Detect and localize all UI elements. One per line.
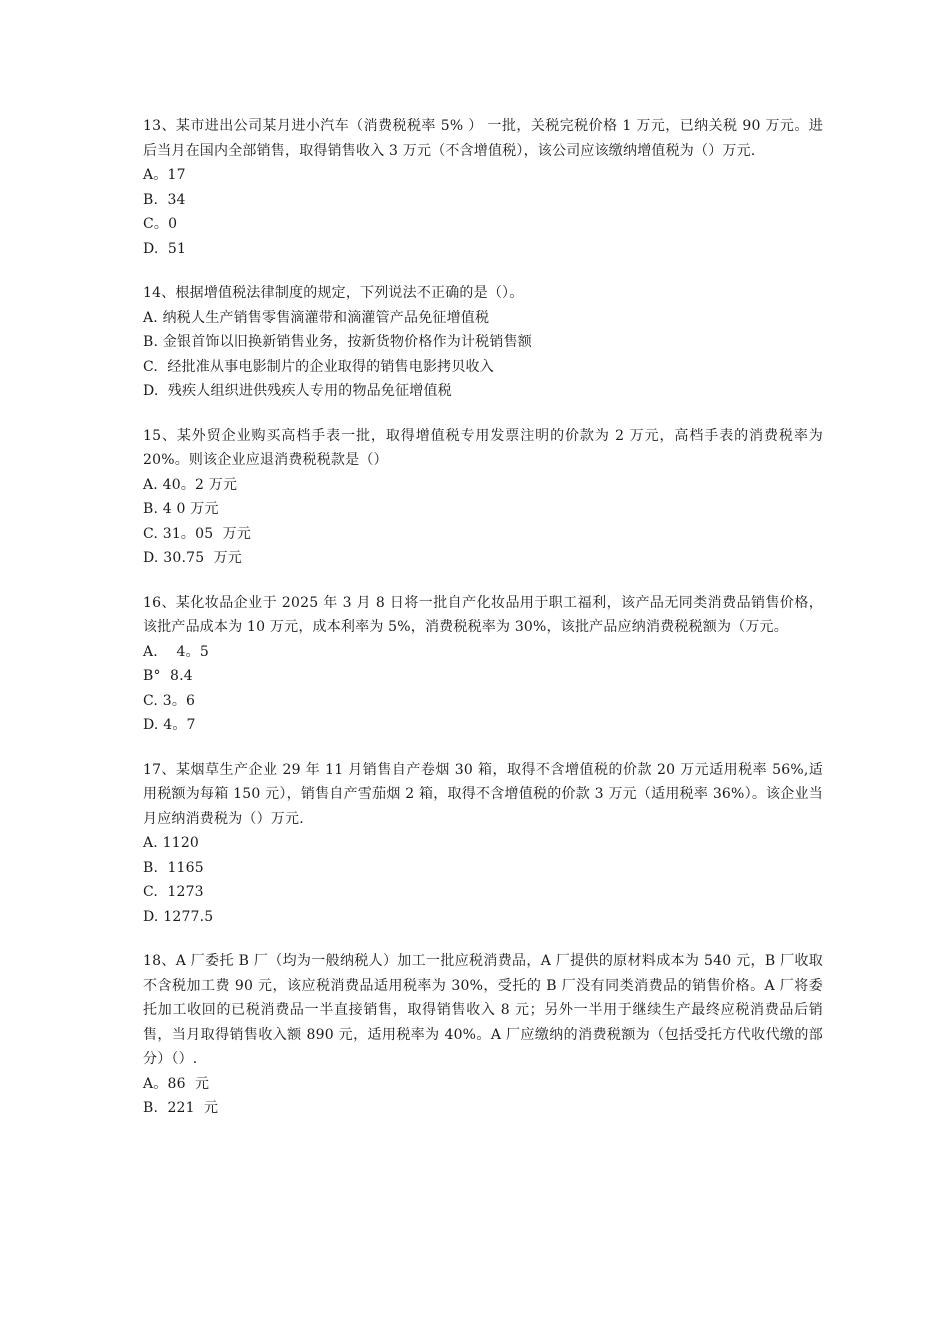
option-d: D. 51: [143, 240, 187, 257]
question-14: [143, 281, 823, 404]
option-c: C. 3。6: [143, 692, 196, 709]
question-stem: 17、某烟草生产企业 29 年 11 月销售自产卷烟 30 箱，取得不含增值税的价款 20 万元适用税率 56%,适用税额为每箱 150 元），销售自产雪茄烟 2 箱，取得不含增值税的价款 3 万元（适用税率 36%）。该企业当月应纳消费税为（）万元.: [143, 761, 823, 827]
option-a: A. 1120: [143, 835, 200, 851]
option-b: B° 8.4: [143, 668, 193, 684]
option-b: B. 金银首饰以旧换新销售业务，按新货物价格作为计税销售额: [143, 334, 532, 350]
option-d: D. 4。7: [143, 717, 196, 733]
question-stem: 14、根据增值税法律制度的规定，下列说法不正确的是（）。: [143, 285, 524, 301]
option-a: A。17: [143, 167, 186, 183]
option-b: B. 34: [143, 191, 186, 208]
question-stem: 13、某市进出公司某月进小汽车（消费税税率 5% ） 一批，关税完税价格 1 万元，已纳关税 90 万元。进后当月在国内全部销售，取得销售收入 3 万元（不含增值税），该公司应该缴纳增值税为（）万元.: [143, 118, 823, 159]
option-d: D. 1277.5: [143, 908, 214, 925]
option-a: A。86 元: [143, 1075, 210, 1092]
option-b: B. 4 0 万元: [143, 501, 219, 517]
question-17: [143, 758, 823, 930]
option-c: C. 经批准从事电影制片的企业取得的销售电影拷贝收入: [143, 358, 494, 375]
question-13: [143, 114, 823, 261]
option-b: B. 1165: [143, 859, 204, 876]
question-16: [143, 591, 823, 738]
question-15: [143, 424, 823, 571]
option-c: C. 1273: [143, 884, 204, 900]
question-stem: 18、A 厂委托 B 厂（均为一般纳税人）加工一批应税消费品，A 厂提供的原材料成本为 540 元，B 厂收取不含税加工费 90 元，该应税消费品适用税率为 30%，受托的 B 厂没有同类消费品的销售价格。A 厂将委托加工收回的已税消费品一半直接销售，取得销售收入 8 元；另外一半用于继续生产最终应税消费品后销售，当月取得销售收入额 890 元，适用税率为 40%。A 厂应缴纳的消费税额为（包括受托方代收代缴的部分）（）.: [143, 953, 823, 1067]
question-stem: 15、某外贸企业购买高档手表一批，取得增值税专用发票注明的价款为 2 万元，高档手表的消费税率为 20%。则该企业应退消费税税款是（）: [143, 427, 823, 468]
question-18: [143, 949, 823, 1121]
option-d: D. 30.75 万元: [143, 550, 243, 566]
option-d: D. 残疾人组织进供残疾人专用的物品免征增值税: [143, 383, 452, 399]
option-a: A. 40。2 万元: [143, 476, 238, 493]
option-c: C。0: [143, 216, 178, 232]
question-stem: 16、某化妆品企业于 2025 年 3 月 8 日将一批自产化妆品用于职工福利，该产品无同类消费品销售价格，该批产品成本为 10 万元，成本利率为 5%，消费税税率为 30%，该批产品应纳消费税税额为（万元。: [143, 594, 823, 635]
option-b: B. 221 元: [143, 1100, 219, 1116]
option-c: C. 31。05 万元: [143, 525, 252, 542]
option-a: A. 纳税人生产销售零售滴灌带和滴灌管产品免征增值税: [143, 309, 490, 326]
option-a: A. 4。5: [143, 643, 209, 660]
document-page: [143, 114, 823, 1141]
